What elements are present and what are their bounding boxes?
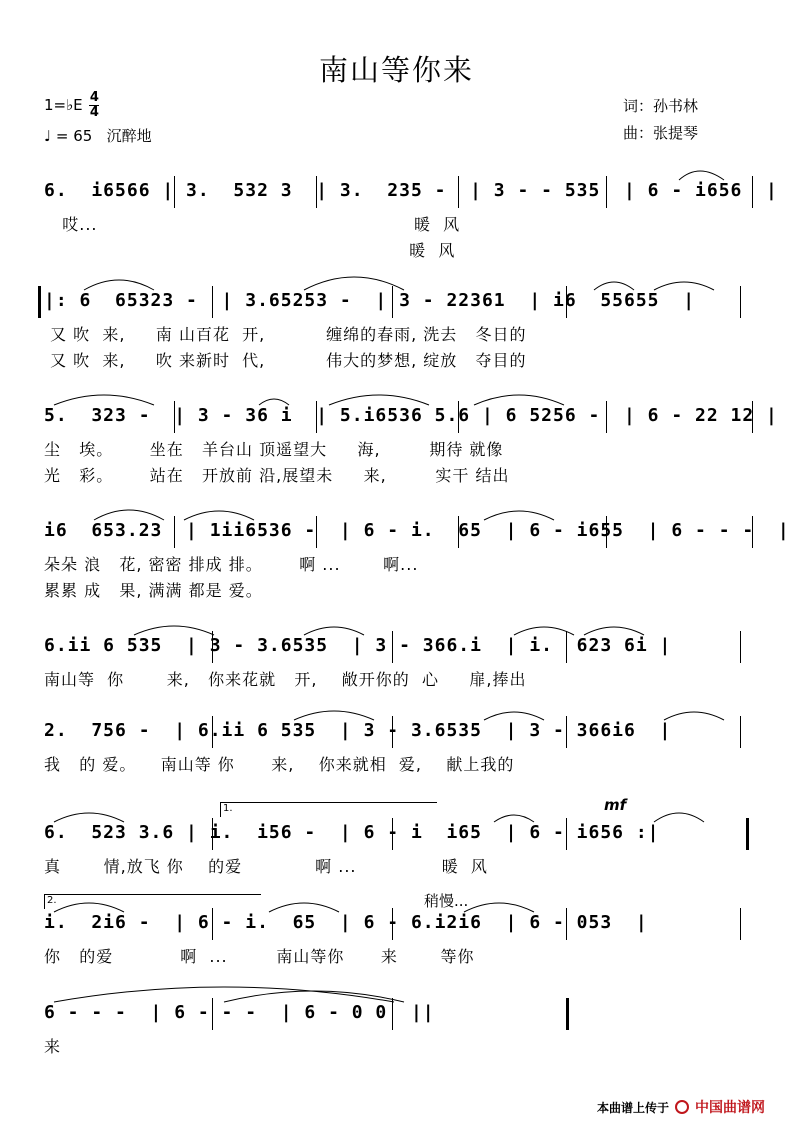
notes: 6.ii 6 535 | 3 - 3.6535 | 3 - 366.i | i. 623 6i |	[44, 635, 672, 656]
tempo-marking	[44, 125, 152, 146]
composer: 曲：张提琴	[623, 124, 699, 142]
lyrics-verse-1: 南山等 你 来, 你来花就 开, 敞开你的 心 扉,捧出	[44, 670, 527, 689]
volta-2: 2.	[44, 894, 261, 909]
page-title: 南山等你来	[318, 53, 474, 87]
tempo-value: = 65	[55, 127, 93, 145]
lyrics-verse-2: 光 彩。 站在 开放前 沿,展望未 来, 实干 结出	[44, 466, 510, 485]
footer-text: 本曲谱上传于	[596, 1100, 669, 1115]
lyrics-verse-2: 累累 成 果, 满满 都是 爱。	[44, 581, 263, 600]
notes: 2. 756 - | 6.ii 6 535 | 3 - 3.6535 | 3 - 366i6 |	[44, 720, 672, 741]
key-signature	[44, 92, 99, 119]
lyricist: 词：孙书林	[623, 97, 699, 115]
notes: i. 2i6 - | 6 - i. 65 | 6 - 6.i2i6 | 6 - 053 |	[44, 912, 648, 933]
notes: 6. 523 3.6 | i. i56 - | 6 - i i65 | 6 - i656 :|	[44, 822, 660, 843]
volta-1: 1.	[220, 802, 437, 817]
key-label: 1=♭E	[44, 96, 83, 114]
time-signature-bottom: 4	[89, 105, 99, 120]
tempo-mood: 沉醉地	[106, 127, 152, 145]
tempo-change: 稍慢...	[424, 892, 469, 910]
lyrics-verse-1: 朵朵 浪 花, 密密 排成 排。 啊 ... 啊...	[44, 555, 419, 574]
dynamic-marking: mf	[604, 796, 627, 814]
notes: |: 6 65323 - | 3.65253 - | 3 - 22361 | i6 55655 |	[44, 290, 696, 311]
lyrics-verse-1: 我 的 爱。 南山等 你 来, 你来就相 爱, 献上我的	[44, 755, 515, 774]
site-logo-text[interactable]: 中国曲谱网	[695, 1100, 765, 1116]
lyrics-verse-1: 尘 埃。 坐在 羊台山 顶遥望大 海, 期待 就像	[44, 440, 504, 459]
lyrics-verse-2: 暖 风	[44, 241, 456, 260]
site-logo-icon	[675, 1100, 689, 1114]
notes: 5. 323 - | 3 - 36 i | 5.i6536 5.6 | 6 5256 - | 6 - 22 12 |	[44, 405, 778, 426]
footer	[597, 1097, 765, 1117]
lyrics-verse-1: 来	[44, 1037, 62, 1056]
lyrics-verse-1: 哎... 暖 风	[44, 215, 461, 234]
lyrics-verse-1: 你 的爱 啊 ... 南山等你 来 等你	[44, 947, 475, 966]
notes: 6. i6566 | 3. 532 3 | 3. 235 - | 3 - - 535 | 6 - i656 |	[44, 180, 778, 201]
quarter-note-icon: ♩	[44, 127, 52, 145]
lyrics-verse-1: 真 情,放飞 你 的爱 啊 ... 暖 风	[44, 857, 488, 876]
lyrics-verse-2: 又 吹 来, 吹 来新时 代, 伟大的梦想, 绽放 夺目的	[44, 351, 527, 370]
notes: i6 653.23 | 1ii6536 - | 6 - i. 65 | 6 - i655 | 6 - - - |	[44, 520, 790, 541]
lyrics-verse-1: 又 吹 来, 南 山百花 开, 缠绵的春雨, 洗去 冬日的	[44, 325, 527, 344]
time-signature	[89, 92, 99, 119]
time-signature-top: 4	[89, 90, 99, 105]
notes: 6 - - - | 6 - - - | 6 - 0 0 ||	[44, 1002, 435, 1023]
